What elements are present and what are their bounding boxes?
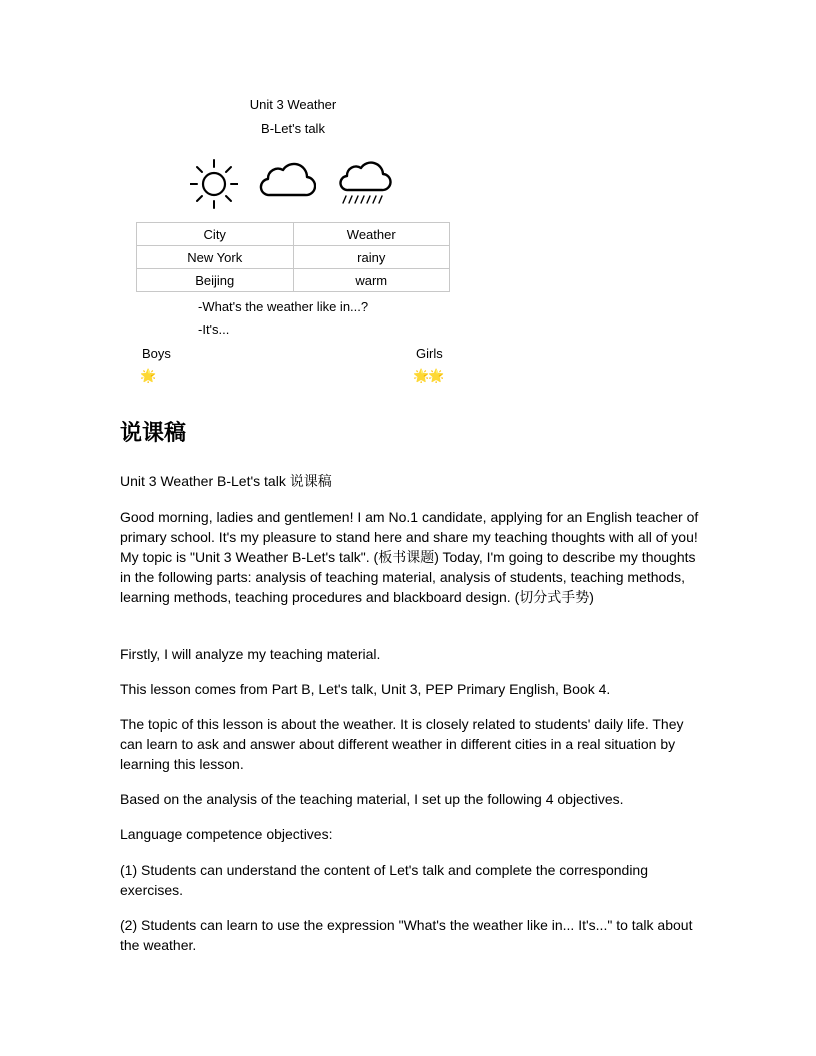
language-objectives-heading: Language competence objectives: (120, 826, 333, 842)
girls-star-icon: 🌟🌟 (413, 368, 444, 383)
intro-part-2: ) Today, I'm going to describe my thoughts in the following parts: analysis of teaching material, analysis of students, teaching methods, learning methods, teaching procedures and blackboard design. ( (120, 548, 696, 606)
table-row (137, 269, 450, 292)
title-line-zh: 说课稿 (289, 474, 332, 490)
sun-icon (190, 157, 238, 209)
table-header-weather: Weather (293, 223, 450, 246)
intro-note-1: 板书课题 (378, 549, 435, 566)
page-heading: 说课稿 (120, 421, 187, 446)
table-cell-weather: warm (293, 269, 450, 292)
lesson-from-paragraph: This lesson comes from Part B, Let's talk, Unit 3, PEP Primary English, Book 4. (120, 681, 611, 697)
boys-label: Boys (142, 346, 171, 361)
rain-cloud-icon (338, 160, 392, 206)
intro-part-1: Good morning, ladies and gentlemen! I am No.1 candidate, applying for an English teacher of primary school. It's my pleasure to stand here and share my teaching thoughts with all of you! My topic is "Unit 3 Weather B-Let's talk". ( (120, 509, 699, 565)
topic-paragraph: The topic of this lesson is about the weather. It is closely related to students' daily life. They can learn to ask and answer about different weather in different cities in a real situation by learning this lesson. (120, 716, 684, 772)
table-cell-city: New York (137, 246, 294, 269)
objective-2: (2) Students can learn to use the expression "What's the weather like in... It's..." to talk about the weather. (120, 917, 693, 953)
weather-table (136, 222, 450, 292)
table-cell-weather: rainy (293, 246, 450, 269)
title-line-en: Unit 3 Weather B-Let's talk (120, 473, 290, 489)
table-row (137, 246, 450, 269)
table-header-row (137, 223, 450, 246)
intro-note-2: 切分式手势 (519, 590, 590, 607)
based-on-paragraph: Based on the analysis of the teaching material, I set up the following 4 objectives. (120, 791, 624, 807)
objective-1: (1) Students can understand the content of Let's talk and complete the corresponding exercises. (120, 862, 649, 898)
board-question: -What's the weather like in...? (198, 299, 369, 314)
boys-star-icon: 🌟 (140, 368, 156, 383)
board-answer: -It's... (198, 322, 230, 337)
intro-part-3: ) (589, 589, 594, 606)
firstly-paragraph: Firstly, I will analyze my teaching material. (120, 646, 381, 662)
girls-label: Girls (416, 346, 443, 361)
table-header-city: City (137, 223, 294, 246)
cloud-icon (258, 160, 316, 198)
intro-paragraph (120, 508, 700, 609)
board-subtitle: B-Let's talk (261, 121, 325, 136)
table-cell-city: Beijing (137, 269, 294, 292)
board-title: Unit 3 Weather (249, 97, 337, 112)
title-line (120, 472, 700, 493)
